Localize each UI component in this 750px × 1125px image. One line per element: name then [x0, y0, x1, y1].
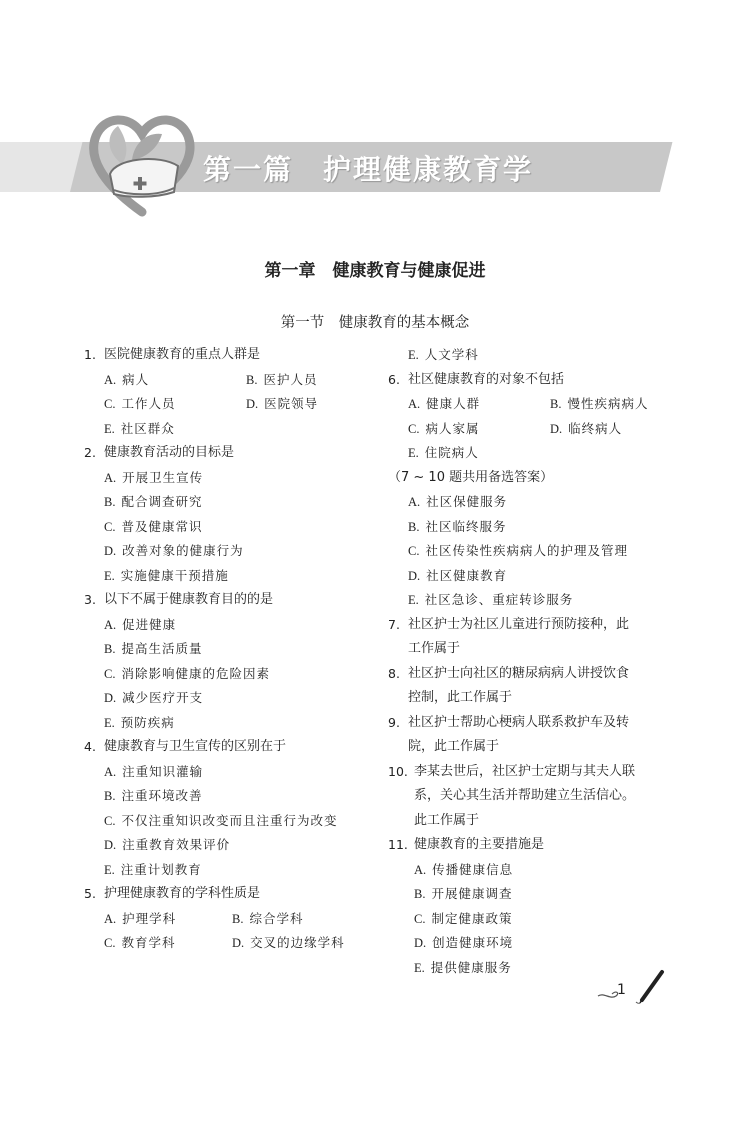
option-e: E. 提供健康服务 — [414, 959, 512, 975]
option-e: E. 注重计划教育 — [104, 861, 202, 877]
option-d: D. 交叉的边缘学科 — [232, 935, 345, 950]
question-text-continued: 院，此工作属于 — [408, 739, 500, 754]
question-text: 健康教育与卫生宣传的区别在于 — [104, 739, 287, 754]
option-c: C. 制定健康政策 — [414, 910, 513, 926]
option-c: C. 工作人员 — [104, 396, 176, 411]
question-number: 8. — [388, 665, 400, 681]
question-6 — [388, 368, 678, 393]
option-d: D. 临终病人 — [550, 420, 623, 436]
part-banner — [0, 108, 750, 218]
option-d: D. 减少医疗开支 — [104, 690, 204, 705]
option-b: B. 开展健康调查 — [414, 886, 513, 901]
question-number: 4. — [84, 739, 96, 754]
page-number: 1 — [617, 982, 626, 998]
option-a: A. 社区保健服务 — [408, 494, 508, 509]
option-c: C. 不仅注重知识改变而且注重行为改变 — [104, 812, 338, 828]
options — [104, 907, 384, 956]
option-c: C. 普及健康常识 — [104, 518, 203, 534]
question-text-continued: 此工作属于 — [414, 812, 480, 828]
question-text: 以下不属于健康教育目的的是 — [104, 592, 274, 607]
question-2 — [84, 441, 384, 466]
question-text: 李某去世后，社区护士定期与其夫人联 — [414, 763, 636, 779]
option-a: A. 传播健康信息 — [414, 861, 514, 877]
option-b: B. 医护人员 — [246, 371, 318, 387]
question-text: 社区护士向社区的糖尿病病人讲授饮食 — [408, 665, 630, 681]
left-column — [84, 343, 384, 956]
question-number: 10. — [388, 763, 408, 779]
option-b: B. 注重环境改善 — [104, 788, 203, 803]
question-7 — [388, 613, 678, 638]
question-text: 医院健康教育的重点人群是 — [104, 347, 261, 362]
pen-scribble-icon — [596, 966, 668, 1006]
question-9 — [388, 711, 678, 736]
right-column — [388, 343, 678, 980]
option-e: E. 社区急诊、重症转诊服务 — [408, 592, 574, 607]
question-number: 1. — [84, 347, 96, 362]
option-e: E. 预防疾病 — [104, 714, 175, 730]
option-d: D. 医院领导 — [246, 396, 319, 411]
section-title: 第一节 健康教育的基本概念 — [280, 315, 470, 331]
option-a: A. 病人 — [104, 371, 150, 387]
question-number: 5. — [84, 886, 96, 901]
nurse-heart-logo-icon — [82, 108, 202, 218]
question-number: 2. — [84, 445, 96, 460]
option-b: B. 社区临终服务 — [408, 518, 507, 534]
option-e: E. 社区群众 — [104, 420, 175, 436]
options — [408, 392, 678, 466]
question-number: 9. — [388, 714, 400, 730]
question-1 — [84, 343, 384, 368]
options — [104, 613, 384, 736]
option-a: A. 健康人群 — [408, 396, 481, 411]
question-text: 社区护士为社区儿童进行预防接种，此 — [408, 616, 630, 632]
question-11 — [388, 833, 678, 858]
question-text: 健康教育的主要措施是 — [414, 837, 545, 852]
option-e: E. 住院病人 — [408, 445, 479, 460]
question-text-continued: 工作属于 — [408, 641, 461, 656]
option-b: B. 配合调查研究 — [104, 494, 203, 509]
question-text: 社区护士帮助心梗病人联系救护车及转 — [408, 714, 630, 730]
option-e: E. 实施健康干预措施 — [104, 567, 229, 583]
option-b: B. 综合学科 — [232, 910, 304, 926]
option-a: A. 开展卫生宣传 — [104, 469, 204, 485]
question-8 — [388, 662, 678, 687]
question-4 — [84, 735, 384, 760]
option-d: D. 改善对象的健康行为 — [104, 543, 244, 558]
option-c: C. 教育学科 — [104, 935, 176, 950]
option-c: C. 社区传染性疾病病人的护理及管理 — [408, 543, 628, 558]
option-row — [104, 368, 384, 393]
question-5 — [84, 882, 384, 907]
question-text-continued: 系，关心其生活并帮助建立生活信心。 — [414, 788, 636, 803]
option-d: D. 创造健康环境 — [414, 935, 514, 950]
question-number: 11. — [388, 837, 408, 852]
question-text: 护理健康教育的学科性质是 — [104, 886, 261, 901]
option-row — [104, 392, 384, 417]
question-text: 健康教育活动的目标是 — [104, 445, 235, 460]
option-c: C. 病人家属 — [408, 420, 480, 436]
question-3 — [84, 588, 384, 613]
question-number: 3. — [84, 592, 96, 607]
chapter-title: 第一章 健康教育与健康促进 — [264, 261, 486, 281]
option-d: D. 注重教育效果评价 — [104, 837, 231, 852]
option-row — [104, 907, 384, 932]
options — [104, 466, 384, 589]
question-text: 社区健康教育的对象不包括 — [408, 371, 565, 387]
option-b: B. 慢性疾病病人 — [550, 396, 649, 411]
shared-answers-note: （7 ~ 10 题共用备选答案） — [388, 469, 554, 485]
option-row — [104, 931, 384, 956]
options — [104, 368, 384, 442]
option-a: A. 护理学科 — [104, 910, 177, 926]
option-a: A. 促进健康 — [104, 616, 177, 632]
option-c: C. 消除影响健康的危险因素 — [104, 665, 270, 681]
option-b: B. 提高生活质量 — [104, 641, 203, 656]
question-number: 6. — [388, 371, 400, 387]
question-text-continued: 控制，此工作属于 — [408, 690, 513, 705]
options-continued — [408, 343, 678, 368]
options — [104, 760, 384, 883]
option-row — [408, 392, 678, 417]
option-d: D. 社区健康教育 — [408, 567, 508, 583]
options — [414, 858, 678, 981]
option-a: A. 注重知识灌输 — [104, 763, 204, 779]
option-row — [408, 417, 678, 442]
option-e: E. 人文学科 — [408, 347, 479, 362]
shared-options — [408, 490, 678, 613]
question-10 — [388, 760, 678, 785]
part-title: 第一篇 护理健康教育学 — [203, 153, 534, 186]
question-number: 7. — [388, 616, 400, 632]
